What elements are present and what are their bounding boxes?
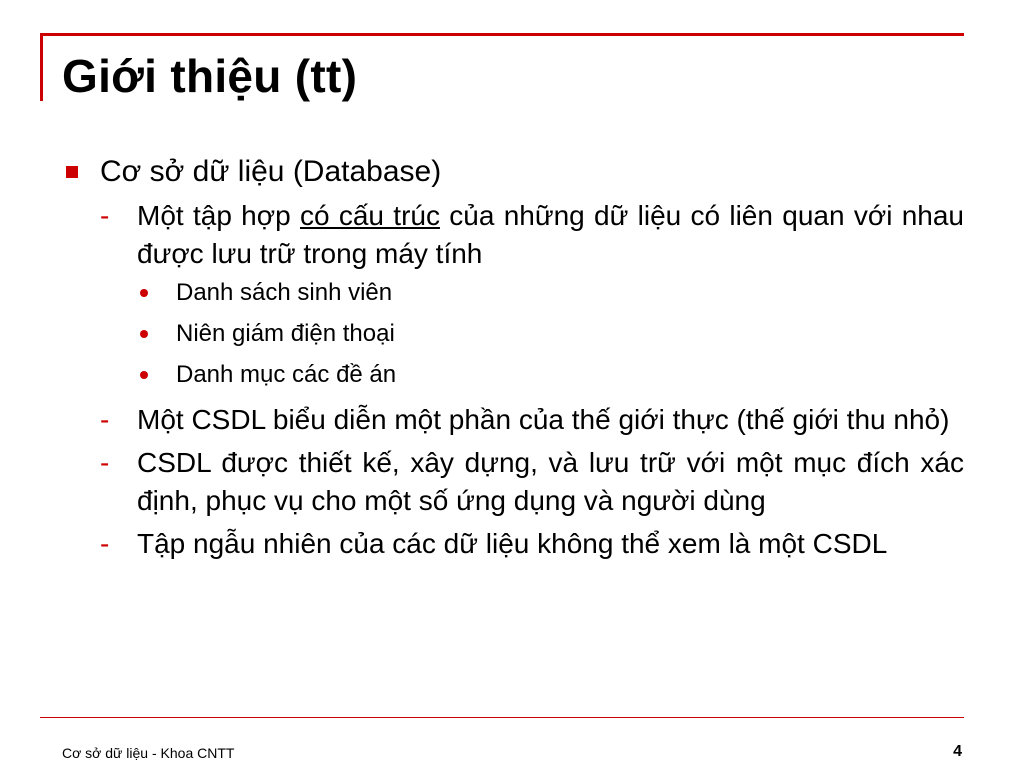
example-item: [62, 360, 964, 390]
dot-bullet-icon: [140, 371, 148, 379]
example-item-text: Niên giám điện thoại: [176, 320, 395, 347]
example-item-text: Danh mục các đề án: [176, 361, 397, 388]
definition-underlined-term: có cấu trúc: [299, 200, 440, 231]
square-bullet-icon: [66, 166, 78, 178]
dot-bullet-icon: [140, 289, 148, 297]
example-item: [62, 278, 964, 308]
slide-title: Giới thiệu (tt): [62, 50, 358, 102]
sub-point-real-world: [62, 401, 964, 439]
definition-text-start: Một tập hợp: [137, 200, 300, 231]
bullet-database-text: Cơ sở dữ liệu (Database): [100, 155, 442, 188]
footer-text: Cơ sở dữ liệu - Khoa CNTT: [62, 745, 235, 761]
dot-bullet-icon: [140, 330, 148, 338]
page-number: 4: [953, 743, 962, 760]
sub-point-real-world-text: Một CSDL biểu diễn một phần của thế giới thực (thế giới thu nhỏ): [137, 404, 950, 435]
dash-bullet-icon: -: [100, 404, 110, 435]
footer-divider: [40, 717, 964, 718]
dash-bullet-icon: -: [100, 528, 110, 559]
sub-point-purpose-text: CSDL được thiết kế, xây dựng, và lưu trữ với một mục đích xác định, phục vụ cho một số ứng dụng và người dùng: [137, 447, 964, 516]
slide-content: [62, 152, 964, 568]
sub-point-definition: [62, 197, 964, 273]
sub-point-purpose: [62, 444, 964, 520]
title-frame-left-line: [40, 33, 43, 101]
dash-bullet-icon: -: [100, 200, 110, 231]
example-item: [62, 319, 964, 349]
bullet-database: [62, 152, 964, 192]
sub-point-random-data: [62, 525, 964, 563]
title-frame-top-line: [40, 33, 964, 36]
example-item-text: Danh sách sinh viên: [176, 279, 393, 306]
dash-bullet-icon: -: [100, 447, 110, 478]
sub-point-random-data-text: Tập ngẫu nhiên của các dữ liệu không thể xem là một CSDL: [137, 528, 888, 559]
definition-text-end: của những dữ liệu có liên quan với nhau được lưu trữ trong máy tính: [137, 200, 964, 269]
